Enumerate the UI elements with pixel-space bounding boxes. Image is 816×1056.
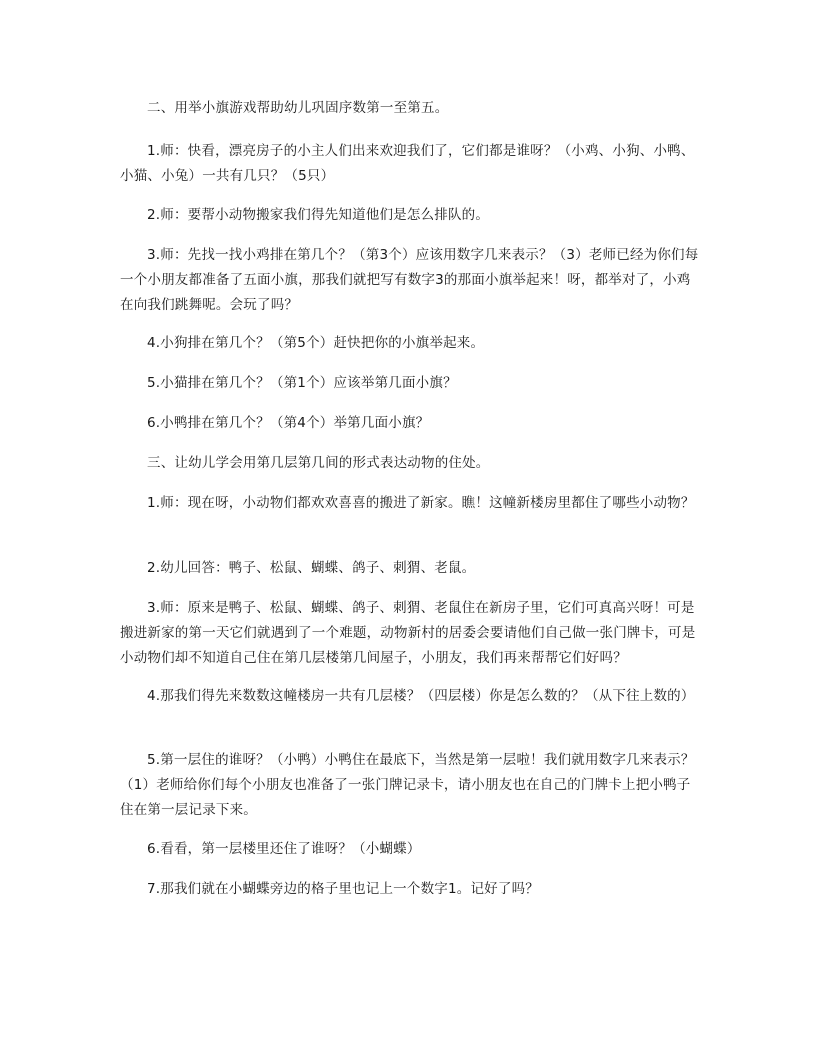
paragraph-item: 4.小狗排在第几个？（第5个）赶快把你的小旗举起来。 bbox=[147, 335, 485, 351]
paragraph-item: 6.小鸭排在第几个？（第4个）举第几面小旗？ bbox=[147, 415, 430, 431]
paragraph-item: 5.第一层住的谁呀？（小鸭）小鸭住在最底下，当然是第一层啦！我们就用数字几来表示？（1）老师给你们每个小朋友也准备了一张门牌记录卡，请小朋友也在自己的门牌卡上把小鸭子住在第一层记录下来。 bbox=[120, 752, 695, 818]
paragraph-item: 1.师：快看，漂亮房子的小主人们出来欢迎我们了，它们都是谁呀？（小鸡、小狗、小鸭、小猫、小兔）一共有几只？（5只） bbox=[120, 143, 695, 184]
paragraph-item: 6.看看，第一层楼里还住了谁呀？（小蝴蝶） bbox=[147, 841, 421, 857]
paragraph-item: 3.师：原来是鸭子、松鼠、蝴蝶、鸽子、刺猬、老鼠住在新房子里，它们可真高兴呀！可是搬进新家的第一天它们就遇到了一个难题，动物新村的居委会要请他们自己做一张门牌卡，可是小动物们却不知道自己住在第几层楼第几间屋子，小朋友，我们再来帮帮它们好吗？ bbox=[120, 600, 696, 666]
section-heading-two: 二、用举小旗游戏帮助幼儿巩固序数第一至第五。 bbox=[147, 100, 449, 116]
paragraph-item: 5.小猫排在第几个？（第1个）应该举第几面小旗？ bbox=[147, 375, 457, 391]
paragraph-item: 2.师：要帮小动物搬家我们得先知道他们是怎么排队的。 bbox=[147, 207, 490, 223]
section-heading-three: 三、让幼儿学会用第几层第几间的形式表达动物的住处。 bbox=[147, 455, 490, 471]
paragraph-item: 1.师：现在呀，小动物们都欢欢喜喜的搬进了新家。瞧！这幢新楼房里都住了哪些小动物？ bbox=[147, 495, 695, 511]
paragraph-item: 7.那我们就在小蝴蝶旁边的格子里也记上一个数字1。记好了吗？ bbox=[147, 881, 539, 897]
paragraph-item: 2.幼儿回答：鸭子、松鼠、蝴蝶、鸽子、刺猬、老鼠。 bbox=[147, 560, 476, 576]
paragraph-item: 3.师：先找一找小鸡排在第几个？（第3个）应该用数字几来表示？（3）老师已经为你们每一个小朋友都准备了五面小旗，那我们就把写有数字3的那面小旗举起来！呀，都举对了，小鸡在向我们跳舞呢。会玩了吗？ bbox=[120, 247, 699, 313]
paragraph-item: 4.那我们得先来数数这幢楼房一共有几层楼？（四层楼）你是怎么数的？（从下往上数的） bbox=[147, 688, 695, 704]
